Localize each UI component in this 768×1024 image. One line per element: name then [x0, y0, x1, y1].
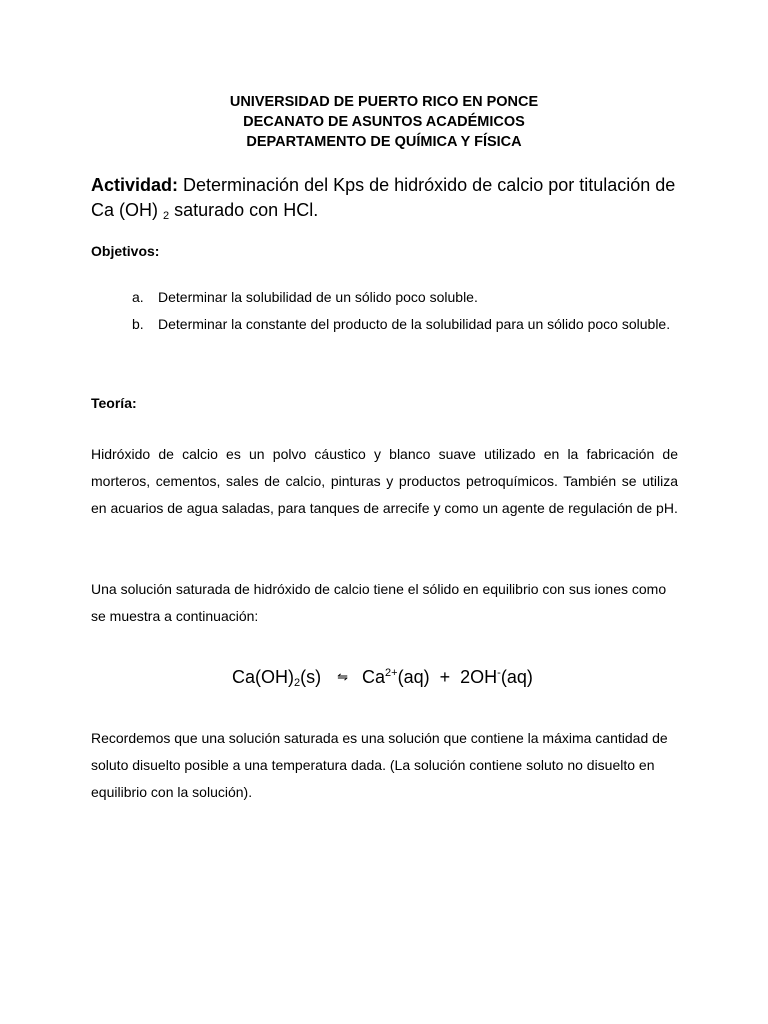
department-name: DEPARTAMENTO DE QUÍMICA Y FÍSICA [246, 134, 522, 150]
objectives-heading: Objetivos: [91, 243, 160, 259]
theory-paragraph-2: Una solución saturada de hidróxido de calcio tiene el sólido en equilibrio con sus iones como se muestra a continuación: [91, 581, 667, 624]
activity-text-part2: saturado con HCl. [169, 200, 319, 220]
calcium-charge: 2+ [385, 667, 398, 679]
hydroxide-charge: - [497, 667, 501, 679]
objective-text: Determinar la solubilidad de un sólido poco soluble. [158, 289, 478, 305]
activity-title [91, 173, 691, 229]
list-item [132, 311, 692, 338]
list-item [132, 284, 692, 311]
list-marker: a. [132, 289, 144, 305]
list-marker: b. [132, 316, 144, 332]
equilibrium-arrow-icon: ⇋ [337, 669, 349, 684]
equilibrium-equation [232, 660, 533, 696]
activity-text-part1: Determinación del Kps de hidróxido de calcio por titulación de Ca (OH) [91, 175, 676, 220]
calcium-state: (aq) [397, 667, 430, 687]
document-header [0, 92, 768, 152]
activity-subscript: 2 [163, 210, 170, 222]
product-calcium: Ca [362, 667, 386, 687]
reactant: Ca(OH) [232, 667, 294, 687]
activity-label: Actividad: [91, 175, 179, 195]
reactant-state: (s) [300, 667, 322, 687]
objectives-list [132, 284, 692, 338]
objective-text: Determinar la constante del producto de la solubilidad para un sólido poco soluble. [158, 316, 671, 332]
theory-heading: Teoría: [91, 395, 137, 411]
reactant-subscript: 2 [294, 677, 301, 689]
product-hydroxide: 2OH [460, 667, 498, 687]
deanship-name: DECANATO DE ASUNTOS ACADÉMICOS [243, 114, 525, 130]
theory-paragraph-3: Recordemos que una solución saturada es una solución que contiene la máxima cantidad de soluto disuelto posible a una temperatura dada. (La solución contiene soluto no disuelto en equilibrio con la solución). [91, 730, 668, 800]
hydroxide-state: (aq) [500, 667, 533, 687]
university-name: UNIVERSIDAD DE PUERTO RICO EN PONCE [229, 94, 539, 110]
theory-paragraph-1: Hidróxido de calcio es un polvo cáustico y blanco suave utilizado en la fabricación de morteros, cementos, sales de calcio, pinturas y productos petroquímicos. También se utiliza en acuarios de agua saladas, para tanques de arrecife y como un agente de regulación de pH. [91, 446, 678, 516]
plus-sign: + [439, 667, 451, 687]
